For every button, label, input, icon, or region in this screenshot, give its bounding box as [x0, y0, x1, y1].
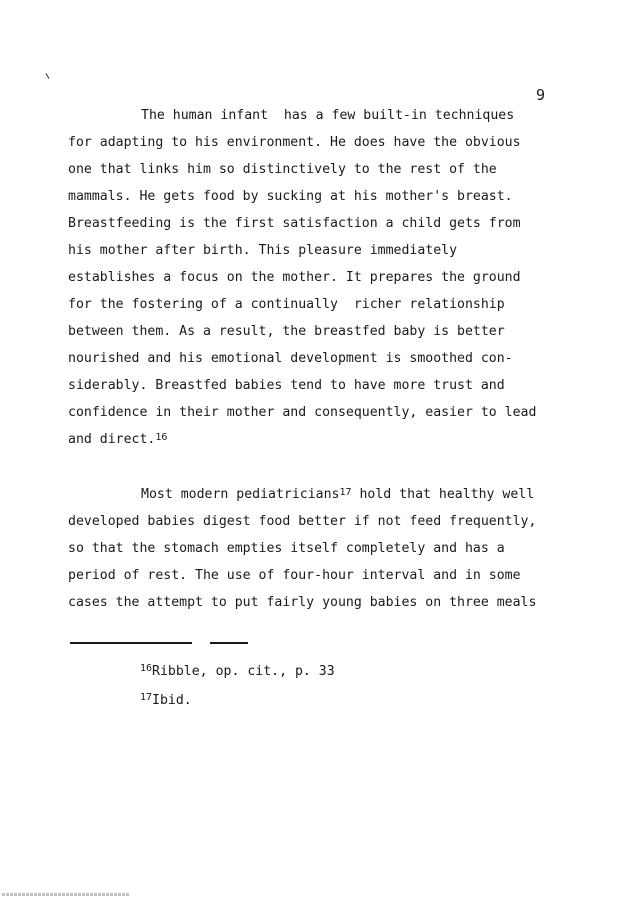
footnote-mark: 17	[140, 692, 153, 703]
text-line: developed babies digest food better if not feed frequently,	[68, 514, 537, 529]
text-line: mammals. He gets food by sucking at his mother's breast.	[68, 189, 513, 204]
text-line: his mother after birth. This pleasure immediately	[68, 243, 458, 258]
footnote-text: Ribble, op. cit., p. 33	[152, 664, 335, 679]
footnote-17	[140, 693, 192, 708]
footnote-16	[140, 664, 335, 679]
text-fragment: Most modern pediatricians	[141, 487, 340, 502]
text-line: confidence in their mother and consequently, easier to lead	[68, 405, 537, 420]
text-line: nourished and his emotional development is smoothed con-	[68, 351, 513, 366]
text-line: so that the stomach empties itself completely and has a	[68, 541, 505, 556]
page-number: 9	[536, 86, 546, 104]
text-line: for the fostering of a continually richer relationship	[68, 297, 505, 312]
text-line: establishes a focus on the mother. It prepares the ground	[68, 270, 521, 285]
text-line: one that links him so distinctively to the rest of the	[68, 162, 497, 177]
text-line: for adapting to his environment. He does have the obvious	[68, 135, 521, 150]
text-line: The human infant has a few built-in techniques	[141, 108, 515, 123]
text-line: Breastfeeding is the first satisfaction a child gets from	[68, 216, 521, 231]
footnote-separator-short	[210, 642, 248, 644]
text-line: siderably. Breastfed babies tend to have more trust and	[68, 378, 505, 393]
footnote-ref-17: 17	[339, 487, 352, 498]
footnote-text: Ibid.	[152, 693, 192, 708]
text-line: cases the attempt to put fairly young babies on three meals	[68, 595, 537, 610]
stray-ink-mark	[46, 73, 50, 79]
text-fragment: and direct.	[68, 432, 156, 447]
footnote-ref-16: 16	[155, 432, 168, 443]
text-line-with-note-ref	[141, 487, 534, 504]
text-line: period of rest. The use of four-hour interval and in some	[68, 568, 521, 583]
footnote-separator	[70, 642, 192, 644]
text-fragment: hold that healthy well	[351, 487, 535, 502]
footnote-mark: 16	[140, 663, 153, 674]
text-line-with-note-ref	[68, 432, 167, 449]
text-line: between them. As a result, the breastfed baby is better	[68, 324, 505, 339]
scan-footer-mark	[2, 893, 130, 896]
